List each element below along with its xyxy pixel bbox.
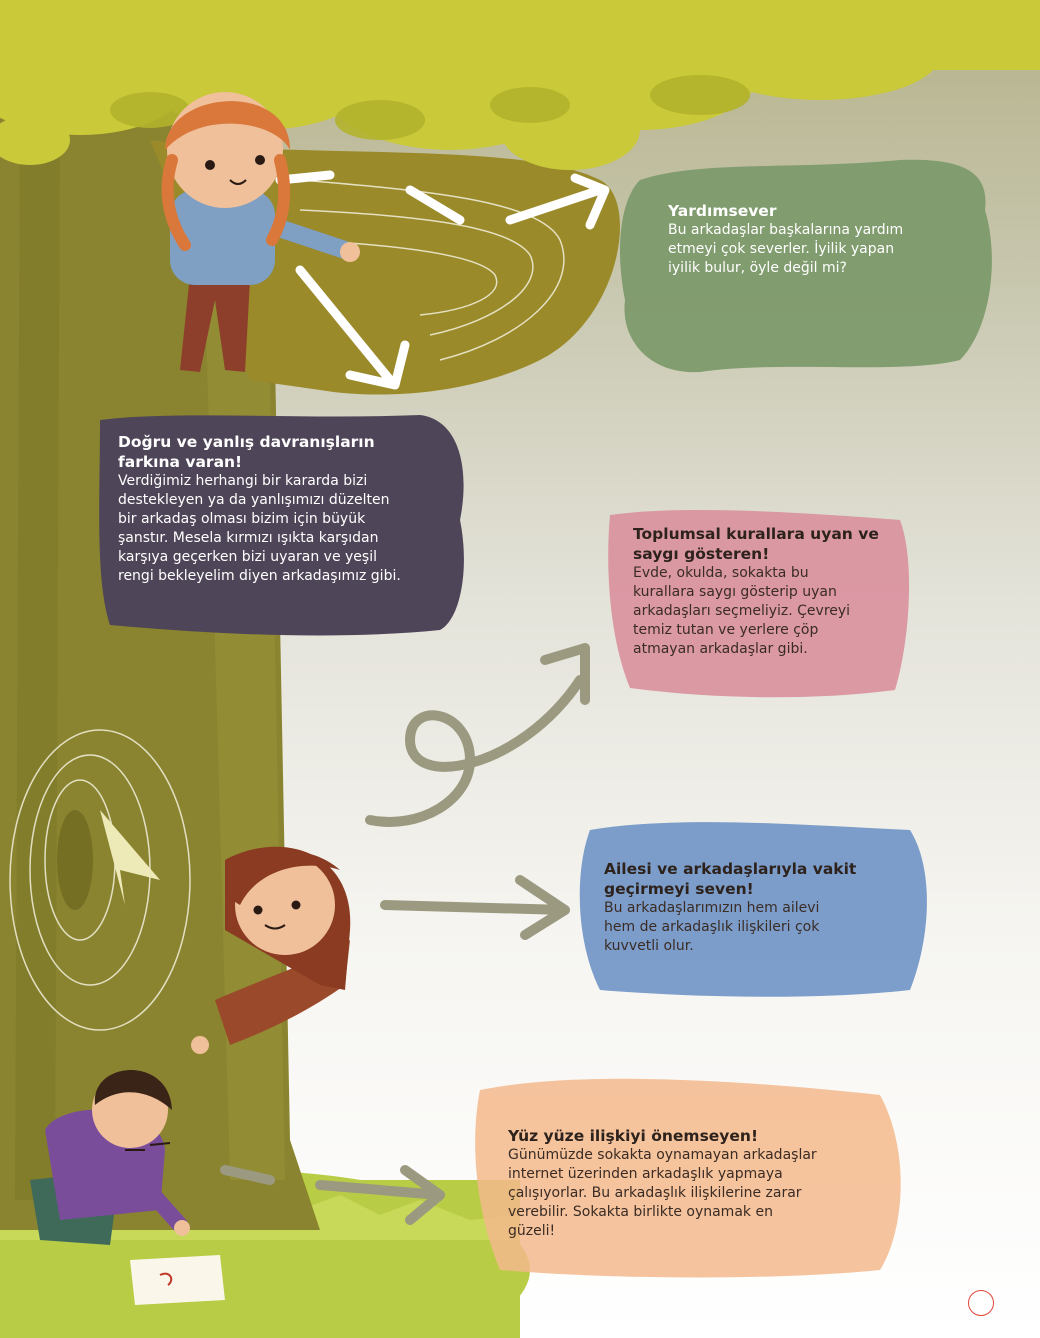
box-title-line: geçirmeyi seven! [604, 880, 754, 898]
tree-trunk [0, 100, 620, 1230]
page-number-circle [968, 1290, 994, 1316]
box-line: temiz tutan ve yerlere çöp [633, 622, 819, 638]
box-line: Bu arkadaşlarımızın hem ailevi [604, 900, 820, 916]
box-line: rengi bekleyelim diyen arkadaşımız gibi. [118, 568, 401, 584]
box-line: verebilir. Sokakta birlikte oynamak en [508, 1204, 773, 1220]
box-dogru-yanlis [118, 432, 453, 586]
box-line: kuvvetli olur. [604, 938, 694, 954]
box-title-line: Toplumsal kurallara uyan ve [633, 525, 879, 543]
box-title: Yüz yüze ilişkiyi önemseyen! [508, 1127, 759, 1145]
box-line: kurallara saygı gösterip uyan [633, 584, 837, 600]
box-line: bir arkadaş olması bizim için büyük [118, 511, 366, 527]
box-line: şanstır. Mesela kırmızı ışıkta karşıdan [118, 530, 379, 546]
box-toplumsal-kurallar [633, 524, 893, 659]
box-line: hem de arkadaşlık ilişkileri çok [604, 919, 820, 935]
box-title-line: farkına varan! [118, 453, 243, 471]
box-line: Evde, okulda, sokakta bu [633, 565, 809, 581]
box-line: internet üzerinden arkadaşlık yapmaya [508, 1166, 783, 1182]
box-title-line: Ailesi ve arkadaşlarıyla vakit [604, 860, 857, 878]
box-yuz-yuze [508, 1126, 868, 1241]
box-line: çalışıyorlar. Bu arkadaşlık ilişkilerine zarar [508, 1185, 802, 1201]
box-title-line: saygı gösteren! [633, 545, 770, 563]
box-line: Verdiğimiz herhangi bir kararda bizi [118, 473, 368, 489]
box-line: arkadaşları seçmeliyiz. Çevreyi [633, 603, 851, 619]
box-line: karşıya geçerken bizi uyaran ve yeşil [118, 549, 377, 565]
box-title: Yardımsever [668, 202, 777, 220]
box-yardimsever [668, 201, 958, 278]
box-line: Bu arkadaşlar başkalarına yardım [668, 222, 904, 238]
box-aile-arkadaslar [604, 859, 894, 956]
box-line: Günümüzde sokakta oynamayan arkadaşlar [508, 1147, 817, 1163]
box-line: iyilik bulur, öyle değil mi? [668, 260, 847, 276]
box-line: güzeli! [508, 1223, 556, 1239]
box-title-line: Doğru ve yanlış davranışların [118, 433, 375, 451]
box-line: atmayan arkadaşlar gibi. [633, 641, 808, 657]
box-line: destekleyen ya da yanlışımızı düzelten [118, 492, 390, 508]
box-line: etmeyi çok severler. İyilik yapan [668, 241, 895, 257]
